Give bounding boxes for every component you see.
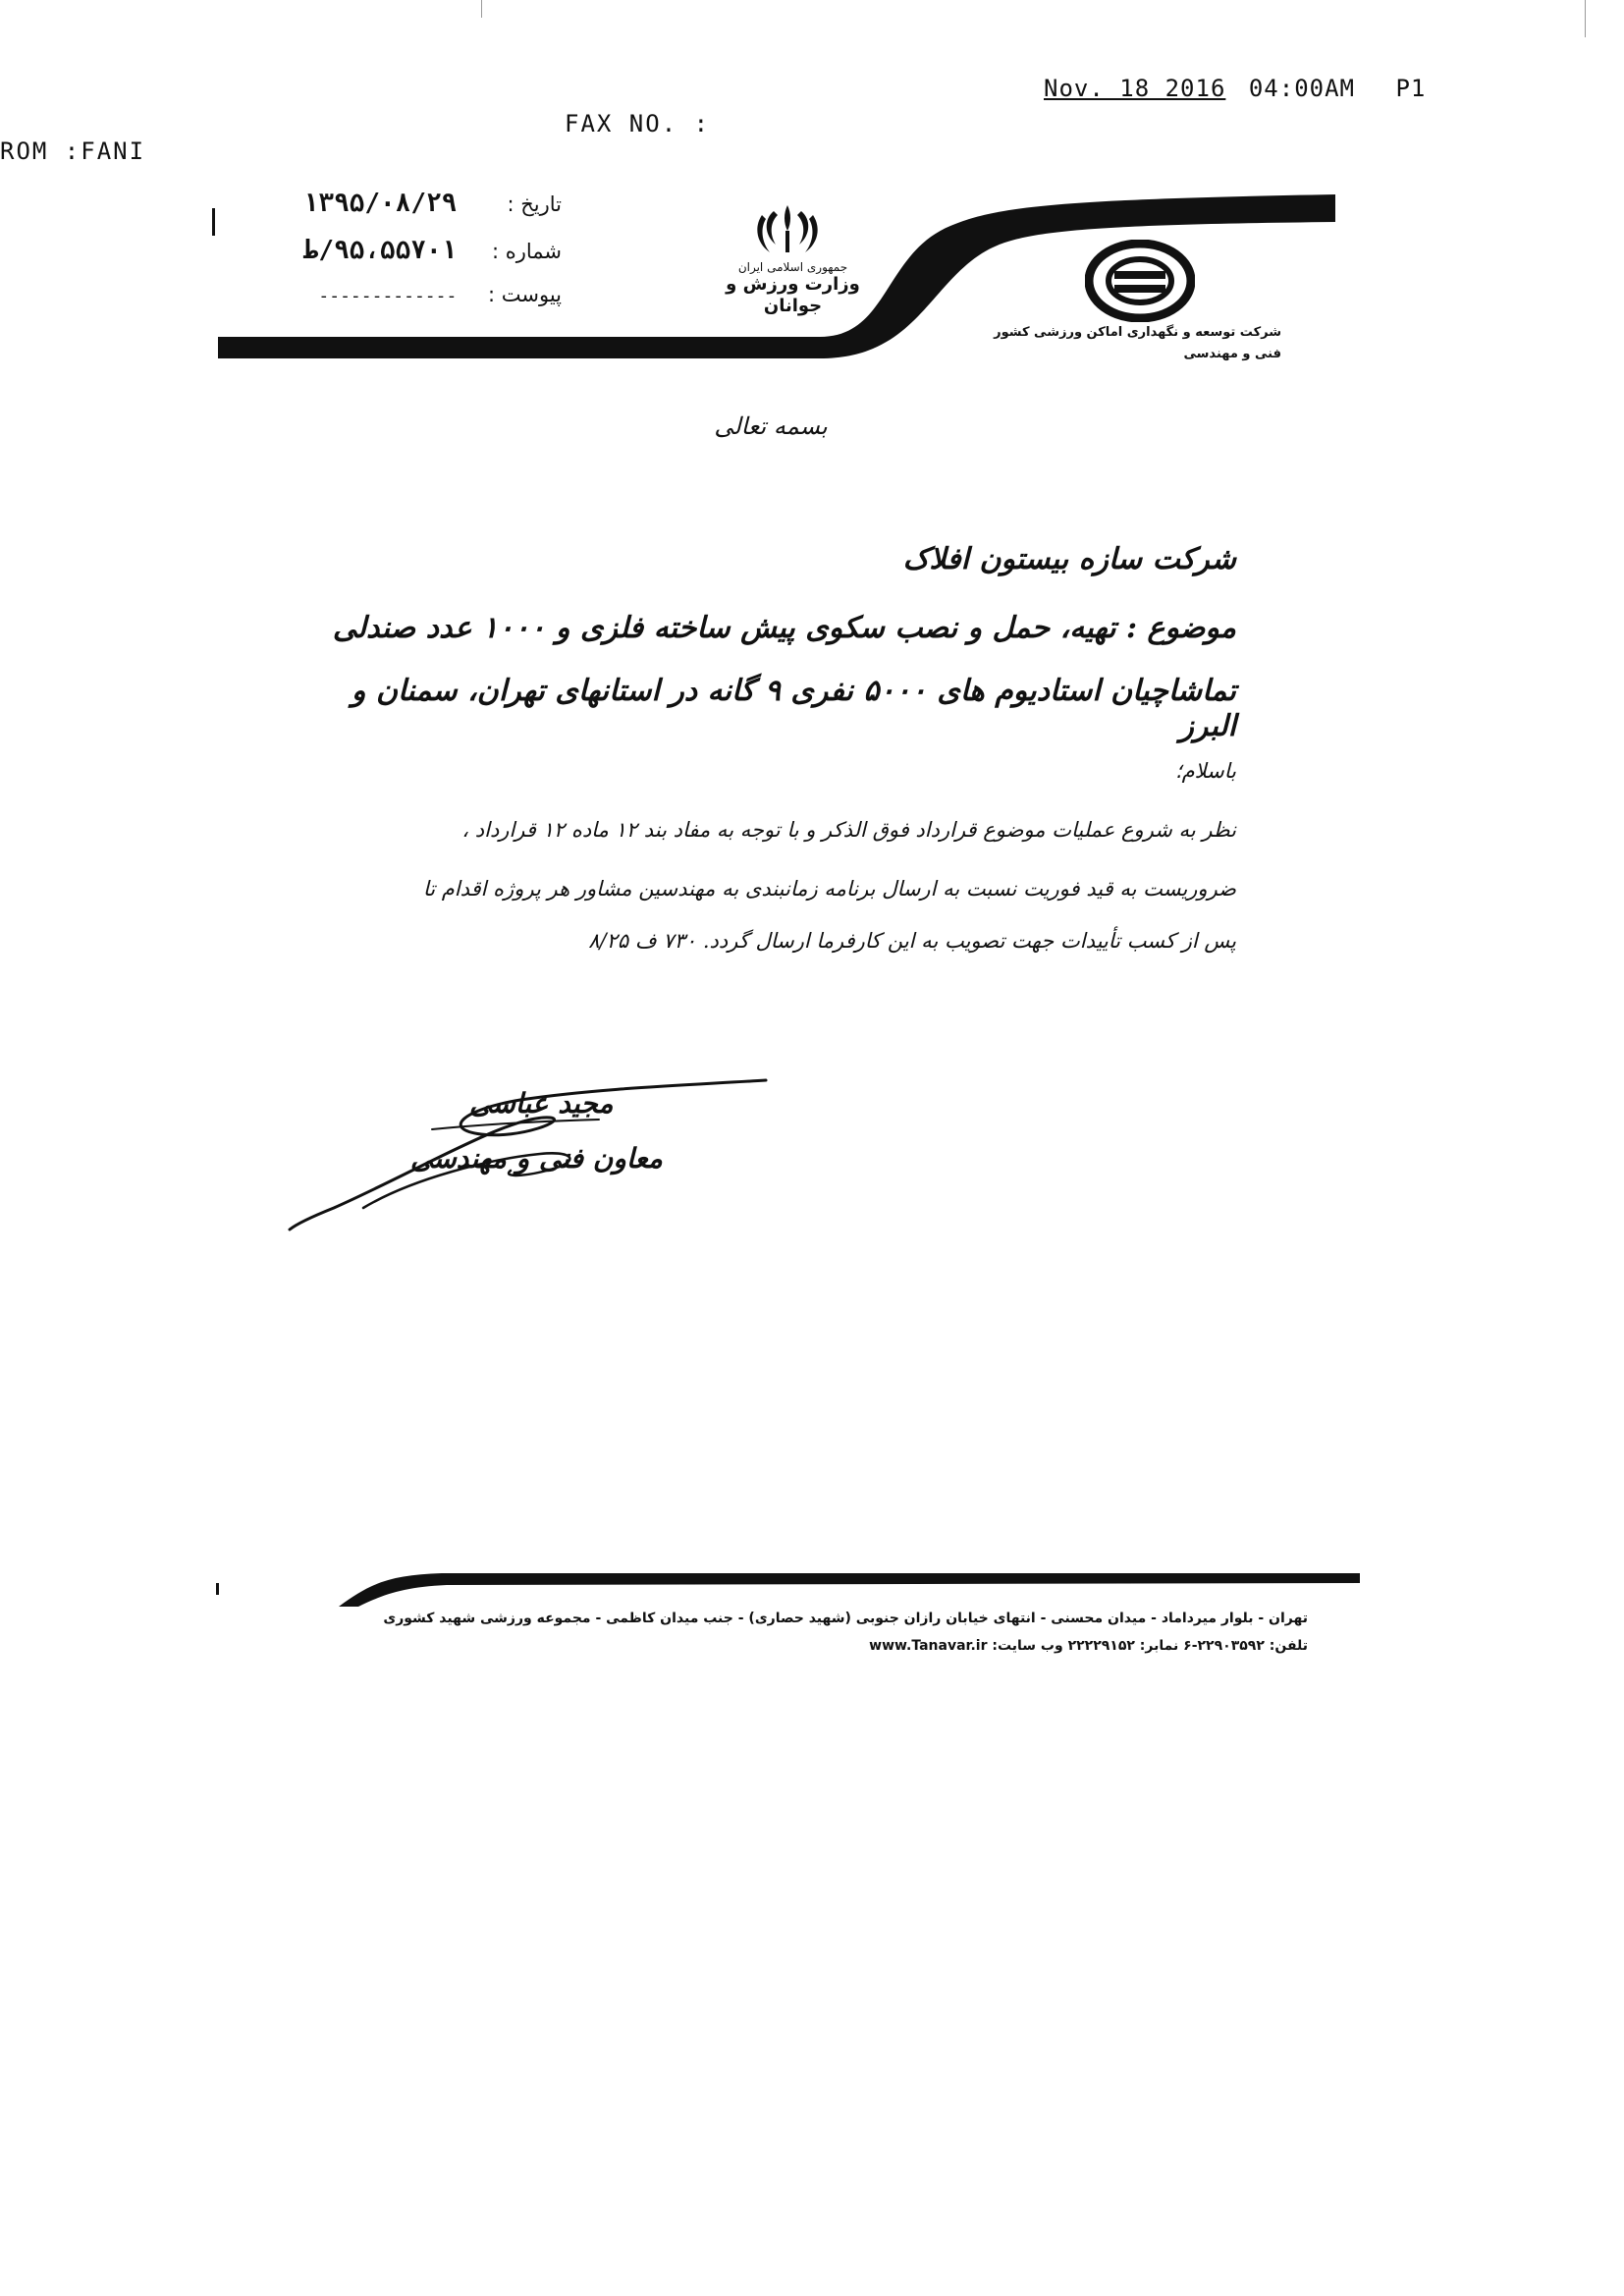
company-name: شرکت توسعه و نگهداری اماکن ورزشی کشور (994, 325, 1281, 340)
subject-line-1: موضوع : تهیه، حمل و نصب سکوی پیش ساخته فلزی و ۱۰۰۰ عدد صندلی (332, 611, 1236, 645)
footer-left-tick (216, 1583, 219, 1595)
date-row (303, 189, 562, 218)
footer-swoosh (339, 1573, 1360, 1607)
company-block (987, 322, 1281, 365)
ministry-block (712, 260, 874, 317)
number-value: ۹۵،۵۵۷۰۱/ط (302, 236, 458, 265)
greeting: باسلام؛ (1174, 759, 1236, 783)
subject-line-2: تماشاچیان استادیوم های ۵۰۰۰ نفری ۹ گانه در استانهای تهران، سمنان و البرز (352, 674, 1236, 743)
number-row (303, 236, 562, 265)
ministry-name: وزارت ورزش و جوانان (726, 274, 860, 316)
attachment-row (318, 283, 562, 306)
signatory-name: مجید عباسی (469, 1087, 614, 1120)
attachment-label: پیوست : (488, 283, 562, 306)
date-value: ۱۳۹۵/۰۸/۲۹ (302, 189, 458, 218)
company-department: فنی و مهندسی (1183, 347, 1281, 362)
date-label: تاریخ : (507, 192, 562, 216)
body-line-1: نظر به شروع عملیات موضوع قرارداد فوق الذکر و با توجه به مفاد بند ۱۲ ماده ۱۲ قرارداد ، (461, 818, 1236, 842)
attachment-value: ------------- (318, 286, 458, 306)
footer-contact: تلفن: ۲۲۹۰۳۵۹۲-۶ نمابر: ۲۲۲۲۹۱۵۲ وب سایت: www.Tanavar.ir (869, 1638, 1308, 1654)
fax-time: 04:00AM (1248, 75, 1355, 102)
fax-page: P1 (1395, 75, 1427, 102)
fax-date: Nov. 18 2016 (1044, 75, 1226, 102)
fax-number-label: FAX NO. : (565, 110, 711, 137)
iran-emblem-icon (754, 201, 821, 258)
addressee: شرکت سازه بیستون افلاک (902, 542, 1236, 576)
ministry-country: جمهوری اسلامی ایران (737, 260, 848, 274)
number-label: شماره : (491, 240, 562, 263)
footer-address: تهران - بلوار میرداماد - میدان محسنی - انتهای خیابان رازان جنوبی (شهید حصاری) - جنب میدان کاظمی - مجموعه ورزشی شهید کشوری (383, 1611, 1308, 1626)
company-logo-icon (1085, 240, 1195, 322)
signatory-title: معاون فنی و مهندسی (410, 1142, 663, 1175)
handwritten-signature (275, 1061, 785, 1237)
body-line-2: ضروریست به قید فوریت نسبت به ارسال برنامه زمانبندی به مهندسین مشاور هر پروژه اقدام تا (422, 877, 1236, 901)
basmala: بسمه تعالی (714, 412, 828, 440)
letterhead-band (0, 0, 1624, 393)
body-line-3: پس از کسب تأییدات جهت تصویب به این کارفرما ارسال گردد. ۷۳۰ ف ۸/۲۵ (588, 929, 1236, 953)
fax-sender: ROM :FANI (0, 137, 146, 165)
header-left-tick (212, 208, 215, 236)
